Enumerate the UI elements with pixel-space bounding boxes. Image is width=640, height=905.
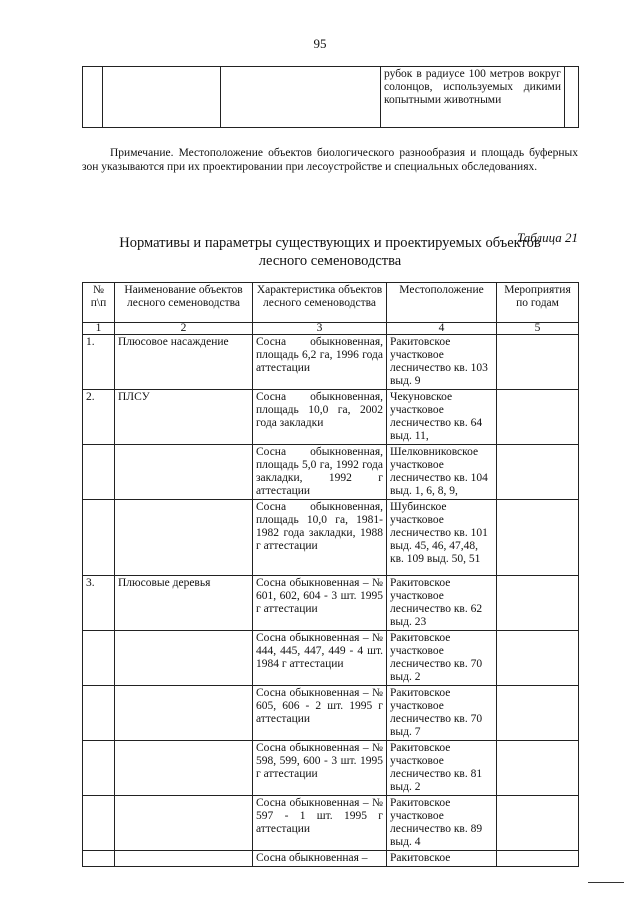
row-events [497, 796, 579, 851]
row-events [497, 335, 579, 390]
table-cell [83, 67, 103, 128]
row-location: Ракитовское участковое лесничество кв. 89 выд. 4 [387, 796, 497, 851]
table-row [83, 335, 579, 390]
column-number-row [83, 323, 579, 335]
title-line-2: лесного семеноводства [258, 253, 402, 269]
table-row [83, 445, 579, 500]
row-characteristic: Сосна обыкновенная – [253, 851, 387, 867]
row-characteristic: Сосна обыкновенная – № 601, 602, 604 - 3 шт. 1995 г аттестации [253, 576, 387, 631]
row-location: Ракитовское участковое лесничество кв. 103 выд. 9 [387, 335, 497, 390]
column-number: 3 [253, 323, 387, 335]
row-name: Плюсовые деревья [115, 576, 253, 631]
row-number: 1. [83, 335, 115, 390]
table-title [82, 234, 578, 270]
row-events [497, 686, 579, 741]
row-name: Плюсовое насаждение [115, 335, 253, 390]
row-number [83, 686, 115, 741]
table-row [83, 631, 579, 686]
row-name [115, 851, 253, 867]
row-events [497, 445, 579, 500]
row-name [115, 500, 253, 576]
row-characteristic: Сосна обыкновенная – № 605, 606 - 2 шт. 1995 г аттестации [253, 686, 387, 741]
row-name [115, 631, 253, 686]
row-location: Ракитовское участковое лесничество кв. 70 выд. 7 [387, 686, 497, 741]
row-location: Шелковниковское участковое лесничество кв. 104 выд. 1, 6, 8, 9, [387, 445, 497, 500]
row-characteristic: Сосна обыкновенная, площадь 5,0 га, 1992 года закладки, 1992 г аттестации [253, 445, 387, 500]
row-number [83, 851, 115, 867]
row-events [497, 576, 579, 631]
row-name [115, 445, 253, 500]
row-number [83, 631, 115, 686]
header-number: № п\п [83, 283, 115, 323]
page-number: 95 [313, 36, 327, 51]
row-location: Ракитовское [387, 851, 497, 867]
row-location: Ракитовское участковое лесничество кв. 81 выд. 2 [387, 741, 497, 796]
row-number [83, 500, 115, 576]
table-cell [221, 67, 381, 128]
row-location: Шубинское участковое лесничество кв. 101 выд. 45, 46, 47,48, кв. 109 выд. 50, 51 [387, 500, 497, 576]
row-location: Чекуновское участковое лесничество кв. 64 выд. 11, [387, 390, 497, 445]
row-location: Ракитовское участковое лесничество кв. 62 выд. 23 [387, 576, 497, 631]
table-row [83, 741, 579, 796]
header-row [83, 283, 579, 323]
column-number: 5 [497, 323, 579, 335]
row-name [115, 796, 253, 851]
row-events [497, 390, 579, 445]
table-label: Таблица 21 [516, 230, 578, 245]
row-characteristic: Сосна обыкновенная – № 597 - 1 шт. 1995 г аттестации [253, 796, 387, 851]
title-line-1: Нормативы и параметры существующих и проектируемых объектов [119, 235, 541, 251]
row-number [83, 741, 115, 796]
table-cell [565, 67, 579, 128]
row-number [83, 445, 115, 500]
header-characteristic: Характеристика объектов лесного семеноводства [253, 283, 387, 323]
row-name [115, 741, 253, 796]
column-number: 4 [387, 323, 497, 335]
column-number: 2 [115, 323, 253, 335]
table-row [83, 851, 579, 867]
table-row [83, 67, 579, 128]
table-cell [103, 67, 221, 128]
header-name: Наименование объектов лесного семеноводства [115, 283, 253, 323]
header-events: Мероприятия по годам [497, 283, 579, 323]
row-characteristic: Сосна обыкновенная, площадь 10,0 га, 1981-1982 года закладки, 1988 г аттестации [253, 500, 387, 576]
table-row [83, 500, 579, 576]
row-number [83, 796, 115, 851]
row-number: 2. [83, 390, 115, 445]
row-characteristic: Сосна обыкновенная – № 598, 599, 600 - 3 шт. 1995 г аттестации [253, 741, 387, 796]
row-characteristic: Сосна обыкновенная, площадь 10,0 га, 2002 года закладки [253, 390, 387, 445]
row-events [497, 500, 579, 576]
continued-table [82, 66, 579, 128]
row-name: ПЛСУ [115, 390, 253, 445]
table-row [83, 576, 579, 631]
footer-line [588, 882, 624, 883]
table-cell: рубок в радиусе 100 метров вокруг солонцов, используемых дикими копытными животными [381, 67, 565, 128]
column-number: 1 [83, 323, 115, 335]
row-number: 3. [83, 576, 115, 631]
seed-objects-table [82, 282, 579, 867]
table-row [83, 390, 579, 445]
row-events [497, 741, 579, 796]
row-events [497, 851, 579, 867]
row-characteristic: Сосна обыкновенная – № 444, 445, 447, 449 - 4 шт. 1984 г аттестации [253, 631, 387, 686]
row-name [115, 686, 253, 741]
table-row [83, 686, 579, 741]
header-location: Местоположение [387, 283, 497, 323]
table-row [83, 796, 579, 851]
row-events [497, 631, 579, 686]
note-paragraph: Примечание. Местоположение объектов биологического разнообразия и площадь буферных зон указываются при их проектировании при лесоустройстве и специальных обследованиях. [82, 147, 578, 173]
row-location: Ракитовское участковое лесничество кв. 70 выд. 2 [387, 631, 497, 686]
row-characteristic: Сосна обыкновенная, площадь 6,2 га, 1996 года аттестации [253, 335, 387, 390]
